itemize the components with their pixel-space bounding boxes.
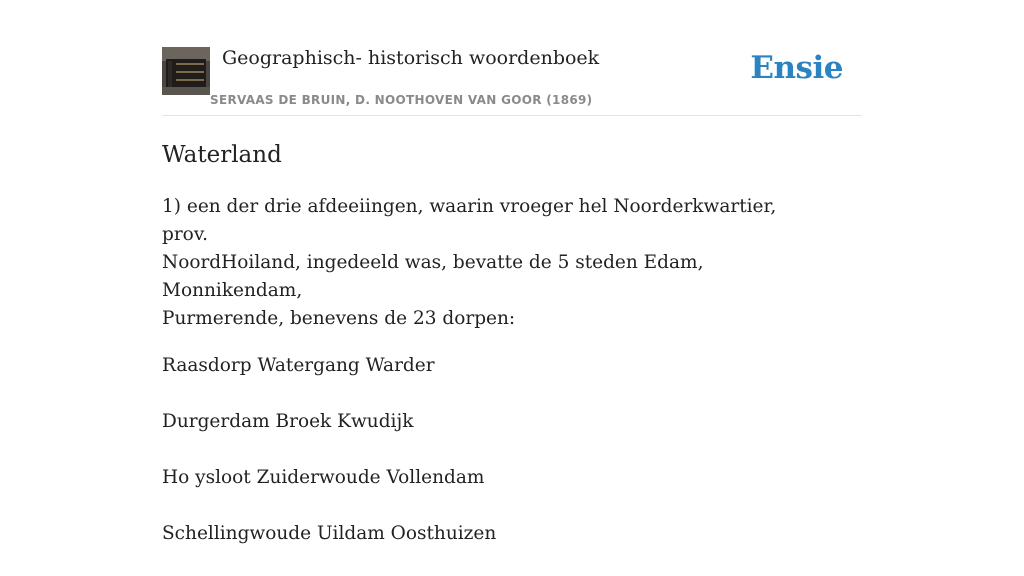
book-cover-avatar[interactable] bbox=[162, 47, 210, 95]
intro-line: 1) een der drie afdeeiingen, waarin vroeger hel Noorderkwartier, prov. bbox=[162, 196, 777, 245]
book-authors: SERVAAS DE BRUIN, D. NOOTHOVEN VAN GOOR (1869) bbox=[210, 93, 593, 107]
ensie-logo-link[interactable]: Ensie bbox=[750, 50, 843, 86]
entry-title: Waterland bbox=[162, 142, 282, 168]
village-row: Durgerdam Broek Kwudijk bbox=[162, 411, 414, 432]
entry-intro-paragraph bbox=[162, 193, 822, 333]
village-row: Raasdorp Watergang Warder bbox=[162, 355, 435, 376]
intro-line: Purmerende, benevens de 23 dorpen: bbox=[162, 308, 516, 329]
book-header bbox=[162, 46, 862, 116]
book-cover-image bbox=[162, 47, 210, 95]
intro-line: NoordHoiland, ingedeeld was, bevatte de 5 steden Edam, Monnikendam, bbox=[162, 252, 704, 301]
village-row: Schellingwoude Uildam Oosthuizen bbox=[162, 523, 497, 544]
book-title[interactable]: Geographisch- historisch woordenboek bbox=[222, 47, 600, 69]
village-row: Ho ysloot Zuiderwoude Vollendam bbox=[162, 467, 485, 488]
entry-body bbox=[162, 193, 822, 576]
